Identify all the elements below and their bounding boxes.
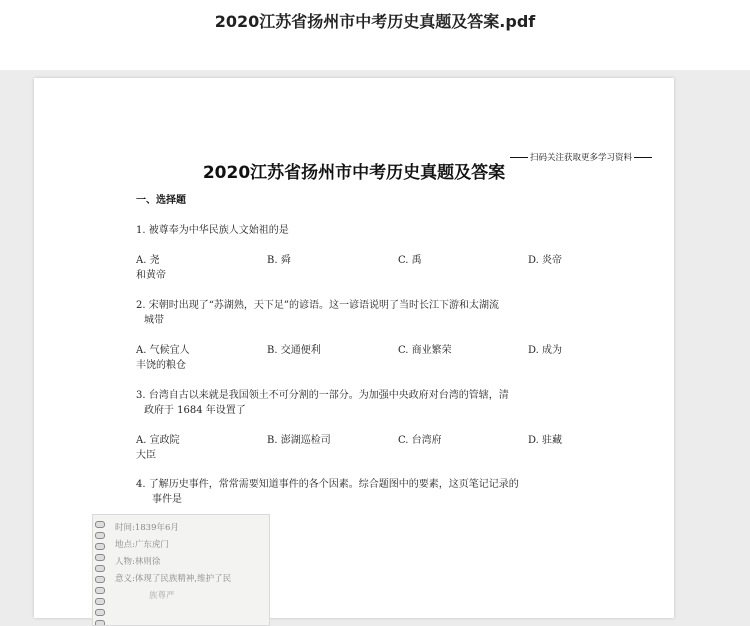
question-2-option-d: D. 成为 bbox=[528, 345, 563, 356]
pdf-page[interactable] bbox=[34, 78, 674, 618]
note-line: 地点:广东虎门 bbox=[115, 540, 169, 550]
note-line: 意义:体现了民族精神,维护了民 bbox=[115, 574, 232, 584]
question-2-stem-line-2: 城带 bbox=[144, 315, 164, 326]
question-1-option-b: B. 舜 bbox=[267, 255, 291, 266]
question-3-option-wrap: 大臣 bbox=[136, 450, 156, 461]
question-1-stem: 1. 被尊奉为中华民族人文始祖的是 bbox=[136, 225, 289, 236]
question-4-stem-line-1: 4. 了解历史事件，常常需要知道事件的各个因素。综合题图中的要素，这页笔记记录的 bbox=[136, 479, 519, 490]
question-2-option-a: A. 气候宜人 bbox=[136, 345, 190, 356]
note-line: 人物:林则徐 bbox=[115, 557, 161, 567]
file-title: 2020江苏省扬州市中考历史真题及答案.pdf bbox=[214, 12, 536, 31]
question-3-option-c: C. 台湾府 bbox=[398, 435, 442, 446]
question-1-option-d: D. 炎帝 bbox=[528, 255, 563, 266]
question-3-option-d: D. 驻藏 bbox=[528, 435, 563, 446]
question-2-option-c: C. 商业繁荣 bbox=[398, 345, 452, 356]
question-1-option-a: A. 尧 bbox=[136, 255, 160, 266]
question-3-option-b: B. 澎湖巡检司 bbox=[267, 435, 331, 446]
question-2-option-wrap: 丰饶的粮仓 bbox=[136, 360, 186, 371]
question-3-option-a: A. 宣政院 bbox=[136, 435, 180, 446]
note-line: 时间:1839年6月 bbox=[115, 523, 179, 533]
notebook-image bbox=[92, 514, 270, 626]
question-3-stem-line-2: 政府于 1684 年设置了 bbox=[144, 405, 246, 416]
question-1-option-wrap: 和黄帝 bbox=[136, 270, 166, 281]
section-heading: 一、选择题 bbox=[136, 195, 186, 206]
viewer-title-bar bbox=[0, 0, 750, 70]
question-2-option-b: B. 交通便利 bbox=[267, 345, 321, 356]
note-line: 族尊严 bbox=[149, 591, 175, 601]
question-1-option-c: C. 禹 bbox=[398, 255, 422, 266]
question-3-stem-line-1: 3. 台湾自古以来就是我国领土不可分割的一部分。为加强中央政府对台湾的管辖，清 bbox=[136, 390, 509, 401]
spiral-binding-icon bbox=[95, 521, 105, 621]
question-4-stem-line-2: 事件是 bbox=[152, 494, 182, 505]
question-2-stem-line-1: 2. 宋朝时出现了“苏湖熟，天下足”的谚语。这一谚语说明了当时长江下游和太湖流 bbox=[136, 300, 499, 311]
document-title: 2020江苏省扬州市中考历史真题及答案 bbox=[202, 163, 506, 183]
side-note-text: 扫码关注获取更多学习资料 bbox=[530, 153, 633, 163]
